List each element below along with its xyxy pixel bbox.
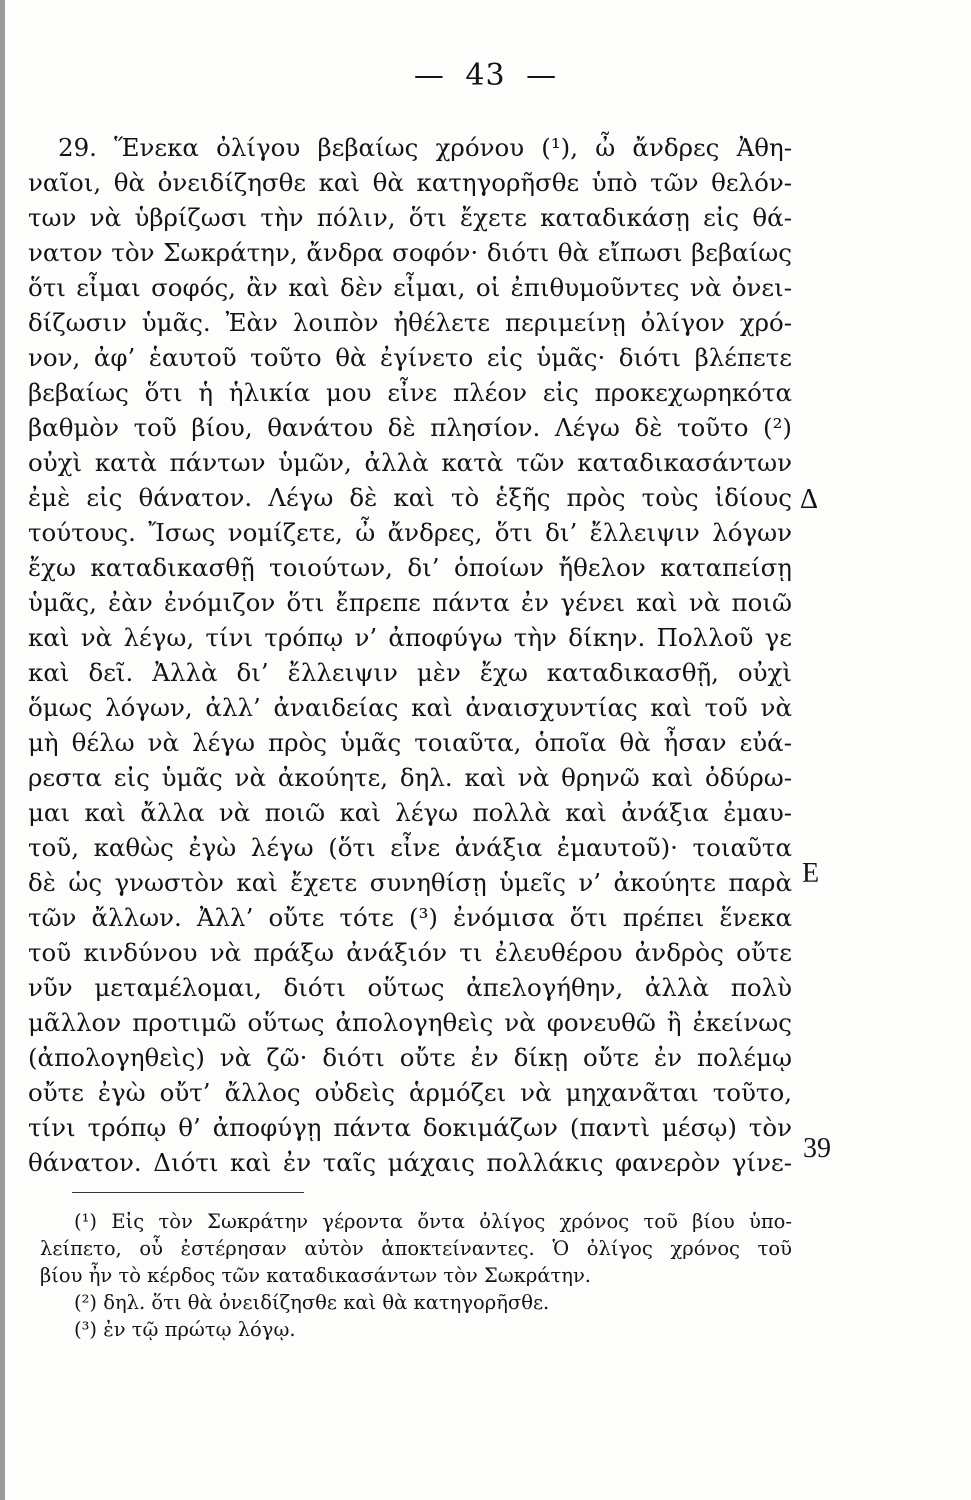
text-line: καὶ δεῖ. Ἀλλὰ δι’ ἔλλειψιν μὲν ἔχω καταδικασθῇ, οὐχὶ (28, 658, 792, 687)
text-line: νῦν μεταμέλομαι, διότι οὕτως ἀπελογήθην, ἀλλὰ πολὺ (28, 973, 792, 1002)
text-line: δίζωσιν ὑμᾶς. Ἐὰν λοιπὸν ἠθέλετε περιμείνῃ ὀλίγον χρό- (28, 308, 792, 337)
text-line: βεβαίως ὅτι ἡ ἡλικία μου εἶνε πλέον εἰς προκεχωρηκότα (28, 378, 792, 407)
text-line: ὅτι εἶμαι σοφός, ἂν καὶ δὲν εἶμαι, οἱ ἐπιθυμοῦντες νὰ ὀνει- (28, 273, 792, 302)
text-line: τοῦ, καθὼς ἐγὼ λέγω (ὅτι εἶνε ἀνάξια ἐμαυτοῦ)· τοιαῦτα (28, 833, 792, 862)
text-line: θάνατον. Διότι καὶ ἐν ταῖς μάχαις πολλάκις φανερὸν γίνε- (28, 1148, 792, 1177)
footnote-line: (¹) Εἰς τὸν Σωκράτην γέροντα ὄντα ὀλίγος χρόνος τοῦ βίου ὑπο- (74, 1210, 792, 1233)
footnote-line: (²) δηλ. ὅτι θὰ ὀνειδίζησθε καὶ θὰ κατηγορῆσθε. (74, 1291, 550, 1314)
page-edge-shadow (0, 0, 5, 1500)
text-line: δὲ ὡς γνωστὸν καὶ ἔχετε συνηθίσῃ ὑμεῖς ν’ ἀκούητε παρὰ (28, 868, 792, 897)
stephanus-marker-39: 39 (803, 1133, 831, 1164)
header-dash-left: — (413, 58, 445, 93)
text-line: (ἀπολογηθεὶς) νὰ ζῶ· διότι οὔτε ἐν δίκῃ οὔτε ἐν πολέμῳ (28, 1043, 792, 1072)
text-line: νατον τὸν Σωκράτην, ἄνδρα σοφόν· διότι θὰ εἴπωσι βεβαίως (28, 238, 792, 267)
text-line: τούτους. Ἴσως νομίζετε, ὦ ἄνδρες, ὅτι δι’ ἔλλειψιν λόγων (28, 518, 792, 547)
text-line: οὐχὶ κατὰ πάντων ὑμῶν, ἀλλὰ κατὰ τῶν καταδικασάντων (28, 448, 792, 477)
text-line: νον, ἀφ’ ἑαυτοῦ τοῦτο θὰ ἐγίνετο εἰς ὑμᾶς· διότι βλέπετε (28, 343, 792, 372)
footnote-line: λείπετο, οὗ ἐστέρησαν αὐτὸν ἀποκτείναντες. Ὁ ὀλίγος χρόνος τοῦ (40, 1237, 792, 1260)
stephanus-marker-delta: Δ (800, 484, 819, 515)
text-line: ναῖοι, θὰ ὀνειδίζησθε καὶ θὰ κατηγορῆσθε ὑπὸ τῶν θελόν- (28, 168, 792, 197)
footnotes (40, 1208, 792, 1343)
text-line: τίνι τρόπῳ θ’ ἀποφύγῃ πάντα δοκιμάζων (παντὶ μέσῳ) τὸν (28, 1113, 792, 1142)
text-line: ἔχω καταδικασθῇ τοιούτων, δι’ ὁποίων ἤθελον καταπείσῃ (28, 553, 792, 582)
page-header (0, 58, 971, 93)
header-dash-right: — (526, 58, 558, 93)
text-line: των νὰ ὑβρίζωσι τὴν πόλιν, ὅτι ἔχετε καταδικάσῃ εἰς θά- (28, 203, 792, 232)
stephanus-marker-epsilon: Ε (802, 858, 820, 889)
text-line: μᾶλλον προτιμῶ οὕτως ἀπολογηθεὶς νὰ φονευθῶ ἢ ἐκείνως (28, 1008, 792, 1037)
text-line: τοῦ κινδύνου νὰ πράξω ἀνάξιόν τι ἐλευθέρου ἀνδρὸς οὔτε (28, 938, 792, 967)
text-line: ἐμὲ εἰς θάνατον. Λέγω δὲ καὶ τὸ ἑξῆς πρὸς τοὺς ἰδίους (28, 483, 792, 512)
footnote-rule (72, 1192, 304, 1193)
footnote-line: (³) ἐν τῷ πρώτῳ λόγῳ. (74, 1318, 296, 1341)
text-line: καὶ νὰ λέγω, τίνι τρόπῳ ν’ ἀποφύγω τὴν δίκην. Πολλοῦ γε (28, 623, 792, 652)
text-line: μαι καὶ ἄλλα νὰ ποιῶ καὶ λέγω πολλὰ καὶ ἀνάξια ἐμαυ- (28, 798, 792, 827)
text-line: βαθμὸν τοῦ βίου, θανάτου δὲ πλησίον. Λέγω δὲ τοῦτο (²) (28, 413, 792, 442)
text-line: ὅμως λόγων, ἀλλ’ ἀναιδείας καὶ ἀναισχυντίας καὶ τοῦ νὰ (28, 693, 792, 722)
text-line: 29. Ἕνεκα ὀλίγου βεβαίως χρόνου (¹), ὦ ἄνδρες Ἀθη- (58, 133, 792, 162)
page-number: 43 (465, 58, 506, 93)
footnote-line: βίου ἦν τὸ κέρδος τῶν καταδικασάντων τὸν Σωκράτην. (40, 1264, 592, 1287)
main-paragraph (28, 130, 792, 1180)
text-line: μὴ θέλω νὰ λέγω πρὸς ὑμᾶς τοιαῦτα, ὁποῖα θὰ ἦσαν εὐά- (28, 728, 792, 757)
text-line: οὔτε ἐγὼ οὔτ’ ἄλλος οὐδεὶς ἁρμόζει νὰ μηχανᾶται τοῦτο, (28, 1078, 792, 1107)
text-line: τῶν ἄλλων. Ἀλλ’ οὔτε τότε (³) ἐνόμισα ὅτι πρέπει ἕνεκα (28, 903, 792, 932)
text-line: ρεστα εἰς ὑμᾶς νὰ ἀκούητε, δηλ. καὶ νὰ θρηνῶ καὶ ὀδύρω- (28, 763, 792, 792)
text-line: ὑμᾶς, ἐὰν ἐνόμιζον ὅτι ἔπρεπε πάντα ἐν γένει καὶ νὰ ποιῶ (28, 588, 792, 617)
